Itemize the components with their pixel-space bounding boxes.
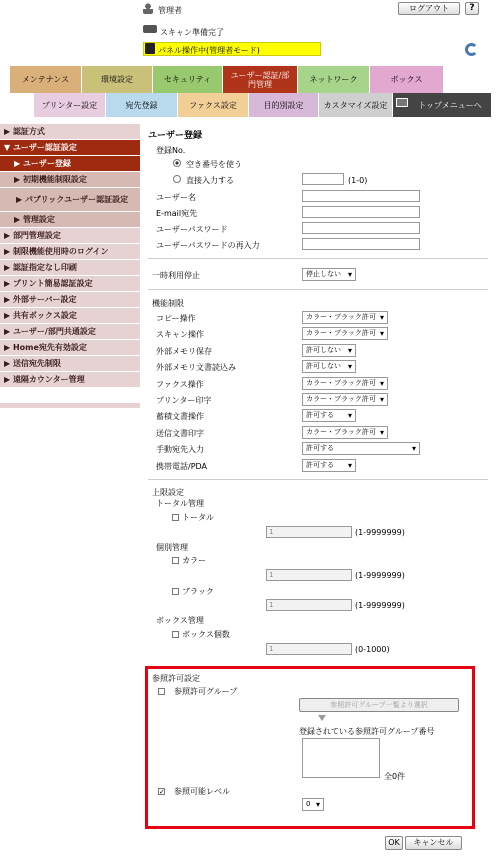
nav-remote-counter[interactable]: ▶ 遠隔カウンター管理	[0, 372, 140, 388]
divider	[148, 258, 488, 259]
box-range: (0-1000)	[355, 645, 390, 654]
user-label: 管理者	[158, 6, 182, 15]
page-title: ユーザー登録	[148, 131, 203, 141]
box-checkbox-label: ボックス個数	[182, 630, 230, 639]
top-menu-icon	[396, 98, 408, 107]
nav-user-auth[interactable]: ▼ ユーザー認証設定	[0, 140, 140, 156]
tab-environment[interactable]: 環境設定	[82, 66, 153, 93]
help-button[interactable]: ?	[465, 2, 479, 15]
ref-level-label: 参照可能レベル	[174, 787, 230, 796]
func-sendprint-label: 送信文書印字	[156, 429, 204, 438]
ref-group-checkbox[interactable]	[158, 686, 237, 697]
password-label: ユーザーパスワード	[156, 225, 228, 234]
logout-button[interactable]: ログアウト	[398, 2, 460, 15]
func-print-select[interactable]: カラー・ブラック許可 ▾	[302, 393, 388, 406]
checkbox-icon: ✓	[159, 788, 165, 796]
tab-box[interactable]: ボックス	[370, 66, 444, 93]
cancel-button[interactable]: キャンセル	[405, 836, 462, 850]
divider	[148, 479, 488, 480]
main-tabs	[10, 66, 444, 93]
nav-no-auth-print[interactable]: ▶ 認証指定なし印刷	[0, 260, 140, 276]
nav-bottom-bar	[0, 403, 140, 408]
box-mgmt-label: ボックス管理	[156, 616, 204, 625]
tab-user-auth[interactable]: ユーザー認証/部門管理	[223, 66, 298, 93]
regno-input[interactable]	[302, 173, 344, 185]
func-label: 機能制限	[152, 299, 184, 308]
func-copy-select[interactable]: カラー・ブラック許可 ▾	[302, 311, 388, 324]
password2-label: ユーザーパスワードの再入力	[156, 241, 260, 250]
ref-list-label: 登録されている参照許可グループ番号	[299, 727, 435, 736]
nav-common[interactable]: ▶ ユーザー/部門共通設定	[0, 324, 140, 340]
nav-login-limit[interactable]: ▶ 制限機能使用時のログイン	[0, 244, 140, 260]
indiv-label: 個別管理	[156, 543, 188, 552]
username-label: ユーザー名	[156, 193, 196, 202]
total-checkbox-label: トータル	[182, 513, 214, 522]
black-range: (1-9999999)	[355, 601, 405, 610]
nav-external-server[interactable]: ▶ 外部サーバー設定	[0, 292, 140, 308]
radio-manual[interactable]	[173, 175, 181, 183]
arrow-down-icon	[318, 715, 326, 721]
username-input[interactable]	[302, 190, 420, 202]
user-icon	[143, 3, 153, 14]
func-mobile-label: 携帯電話/PDA	[156, 462, 208, 471]
suspend-label: 一時利用停止	[152, 271, 200, 280]
nav-admin[interactable]: ▶ 管理設定	[0, 212, 140, 228]
func-print-label: プリンター印字	[156, 396, 212, 405]
nav-dest-limit[interactable]: ▶ 送信宛先制限	[0, 356, 140, 372]
total-mgmt-label: トータル管理	[156, 499, 204, 508]
status-text: スキャン準備完了	[160, 28, 224, 37]
func-scan-label: スキャン操作	[156, 330, 204, 339]
func-manual-select[interactable]: 許可する ▾	[302, 442, 420, 455]
email-input[interactable]	[302, 206, 420, 218]
password-input[interactable]	[302, 222, 420, 234]
password2-input[interactable]	[302, 238, 420, 250]
color-checkbox-label: カラー	[182, 556, 206, 565]
nav-auth-method[interactable]: ▶ 認証方式	[0, 124, 140, 140]
ref-select-button[interactable]: 参照許可グループ一覧より選択	[299, 698, 459, 712]
regno-label: 登録No.	[156, 146, 186, 155]
func-manual-label: 手動宛先入力	[156, 445, 204, 454]
color-input[interactable]: 1	[266, 569, 352, 581]
func-scan-select[interactable]: カラー・ブラック許可 ▾	[302, 327, 388, 340]
func-extread-label: 外部メモリ文書読込み	[156, 363, 236, 372]
box-input[interactable]: 1	[266, 643, 352, 655]
nav-public-user-label: ▶ パブリックユーザー認証設定	[16, 194, 129, 204]
color-range: (1-9999999)	[355, 571, 405, 580]
func-fax-label: ファクス操作	[156, 380, 204, 389]
ref-group-label: 参照許可グループ	[174, 687, 238, 696]
radio-auto[interactable]	[173, 159, 181, 167]
tab-maintenance[interactable]: メンテナンス	[10, 66, 82, 93]
func-extsave-label: 外部メモリ保存	[156, 347, 212, 356]
sub-tabs	[34, 93, 492, 117]
ref-count: 全0件	[384, 772, 406, 781]
func-extsave-select[interactable]: 許可しない ▾	[302, 344, 356, 357]
scanner-icon	[143, 25, 157, 33]
refresh-icon[interactable]	[465, 43, 478, 56]
tab-purpose[interactable]: 目的別設定	[249, 93, 319, 117]
panel-icon	[145, 43, 155, 54]
func-fax-select[interactable]: カラー・ブラック許可 ▾	[302, 377, 388, 390]
checkbox-icon	[172, 557, 179, 564]
nav-simple-auth[interactable]: ▶ プリント簡易認証設定	[0, 276, 140, 292]
black-input[interactable]: 1	[266, 599, 352, 611]
regno-range: (1-0)	[348, 176, 368, 185]
total-checkbox[interactable]	[172, 512, 214, 523]
total-range: (1-9999999)	[355, 528, 405, 537]
func-stored-label: 蓄積文書操作	[156, 412, 204, 421]
divider	[148, 289, 488, 290]
black-checkbox[interactable]	[172, 586, 214, 597]
top-menu-label: トップメニューへ	[418, 100, 482, 110]
func-copy-label: コピー操作	[156, 314, 196, 323]
func-mobile-select[interactable]: 許可する ▾	[302, 459, 356, 472]
func-stored-select[interactable]: 許可する ▾	[302, 409, 356, 422]
email-label: E-mail宛先	[156, 209, 198, 218]
black-checkbox-label: ブラック	[182, 587, 214, 596]
nav-dept[interactable]: ▶ 部門管理設定	[0, 228, 140, 244]
ref-label: 参照許可設定	[152, 674, 200, 683]
checkbox-icon	[172, 631, 179, 638]
box-checkbox[interactable]	[172, 629, 230, 640]
tab-security[interactable]: セキュリティ	[153, 66, 223, 93]
ref-level-checkbox[interactable]	[158, 786, 230, 797]
tab-address[interactable]: 宛先登録	[106, 93, 178, 117]
color-checkbox[interactable]	[172, 555, 206, 566]
nav-initial-limit[interactable]: ▶ 初期機能制限設定	[0, 172, 140, 188]
sidebar	[0, 124, 140, 388]
upper-label: 上限設定	[152, 488, 184, 497]
func-extread-select[interactable]: 許可しない ▾	[302, 360, 356, 373]
ref-group-list[interactable]	[302, 738, 380, 778]
radio-auto-label: 空き番号を使う	[186, 160, 242, 169]
nav-user-register[interactable]: ▶ ユーザー登録	[0, 156, 140, 172]
ref-level-select[interactable]: 0 ▾	[302, 798, 324, 811]
checkbox-icon	[172, 514, 179, 521]
func-sendprint-select[interactable]: カラー・ブラック許可 ▾	[302, 426, 388, 439]
tab-network[interactable]: ネットワーク	[298, 66, 370, 93]
radio-manual-label: 直接入力する	[186, 176, 234, 185]
tab-customize[interactable]: カスタマイズ設定	[319, 93, 393, 117]
ok-button[interactable]: OK	[385, 836, 403, 850]
nav-home[interactable]: ▶ Home宛先有効設定	[0, 340, 140, 356]
mode-text: パネル操作中(管理者モード)	[158, 46, 260, 55]
tab-fax[interactable]: ファクス設定	[178, 93, 249, 117]
suspend-select[interactable]: 停止しない ▾	[302, 268, 356, 281]
total-input[interactable]: 1	[266, 526, 352, 538]
tab-printer[interactable]: プリンター設定	[34, 93, 106, 117]
nav-shared-box[interactable]: ▶ 共有ボックス設定	[0, 308, 140, 324]
nav-public-user[interactable]	[0, 188, 140, 212]
checkbox-icon	[158, 688, 165, 695]
checkbox-icon	[172, 588, 179, 595]
